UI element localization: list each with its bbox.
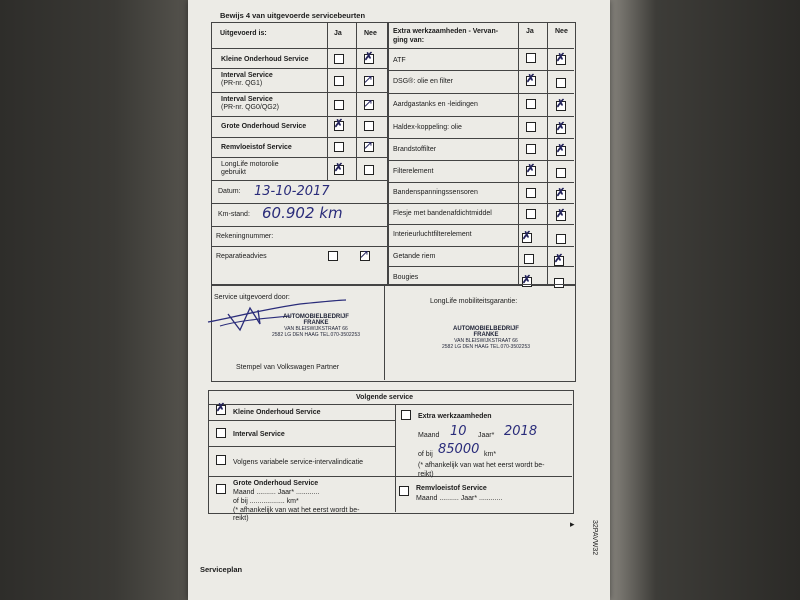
checkbox-yes[interactable] xyxy=(526,188,536,198)
background-left xyxy=(0,0,190,600)
stamp-city: 2582 LG DEN HAAG TEL.070-3502253 xyxy=(441,344,531,350)
left-row-line xyxy=(211,92,387,93)
check-mark: ✗ xyxy=(334,118,344,130)
left-row-line xyxy=(211,226,387,227)
performed-by-label: Service uitgevoerd door: xyxy=(214,294,290,301)
left-row-label: Interval Service xyxy=(221,96,273,103)
right-col-extra: Extra werkzaamheden - Vervan- xyxy=(393,28,499,35)
right-row-label: Bougies xyxy=(393,274,419,281)
check-mark: ↗ xyxy=(363,96,374,110)
right-row-line xyxy=(387,70,574,71)
check-mark: ✗ xyxy=(554,253,564,265)
checkbox-variable[interactable] xyxy=(216,455,226,465)
left-row-label: Kleine Onderhoud Service xyxy=(221,56,309,63)
check-mark: ✗ xyxy=(556,187,566,199)
extra-month-value: 10 xyxy=(450,424,467,439)
right-row-line xyxy=(387,246,574,247)
checkbox-interval[interactable] xyxy=(216,428,226,438)
right-row-label: Flesje met bandenafdichtmiddel xyxy=(393,210,492,217)
big-service-note2: reikt) xyxy=(233,515,249,522)
checkbox-yes[interactable] xyxy=(334,100,344,110)
left-col-no: Nee xyxy=(364,30,377,37)
brake-label: Remvloeistof Service xyxy=(416,485,487,492)
checkbox-no[interactable] xyxy=(556,78,566,88)
dealer-stamp-right xyxy=(432,326,540,350)
left-row-line xyxy=(211,137,387,138)
footer-label: Serviceplan xyxy=(200,565,243,574)
right-row-label: Filterelement xyxy=(393,168,434,175)
small-service-label: Kleine Onderhoud Service xyxy=(233,409,321,416)
big-service-label: Grote Onderhoud Service xyxy=(233,480,319,487)
right-row-label: DSG®: olie en filter xyxy=(393,78,454,85)
check-mark: ✗ xyxy=(364,51,374,63)
page-title: Bewijs 4 van uitgevoerde servicebeurten xyxy=(220,11,366,20)
right-row-label: Getande riem xyxy=(393,253,436,260)
checkbox-yes[interactable] xyxy=(334,142,344,152)
checkbox-big-service[interactable] xyxy=(216,484,226,494)
checkbox-yes[interactable] xyxy=(328,251,338,261)
km-label: Km-stand: xyxy=(218,211,250,218)
left-row-sub: (PR-nr. QG1) xyxy=(221,80,263,87)
check-mark: ↗ xyxy=(363,72,374,86)
check-mark: ✗ xyxy=(522,274,532,286)
checkbox-no[interactable] xyxy=(364,165,374,175)
checkbox-brake[interactable] xyxy=(399,486,409,496)
checkbox-yes[interactable] xyxy=(526,53,536,63)
left-row-label: LongLife motorolie xyxy=(221,161,279,168)
check-mark: ✗ xyxy=(556,143,566,155)
right-row-line xyxy=(387,48,574,49)
dealer-stamp-left xyxy=(266,314,366,338)
right-col-extra-2: ging van: xyxy=(393,37,425,44)
extra-note2: reikt) xyxy=(418,471,434,478)
checkbox-no[interactable] xyxy=(364,121,374,131)
stamp-divider xyxy=(384,284,385,380)
left-row-line xyxy=(211,68,387,69)
extra-year-label: Jaar* xyxy=(478,432,495,439)
right-row-label: Interieurluchtfilterelement xyxy=(393,231,472,238)
checkbox-yes[interactable] xyxy=(334,76,344,86)
extra-km-label: of bij xyxy=(418,451,433,458)
right-divider-2 xyxy=(547,22,548,284)
right-row-line xyxy=(387,266,574,267)
stamp-name2: FRANKE xyxy=(473,332,499,338)
background-right xyxy=(608,0,800,600)
checkbox-yes[interactable] xyxy=(526,122,536,132)
left-col-yes: Ja xyxy=(334,30,342,37)
checkbox-yes[interactable] xyxy=(526,209,536,219)
right-row-label: Brandstoffilter xyxy=(393,146,437,153)
left-row-label: Remvloeistof Service xyxy=(221,144,292,151)
right-row-line xyxy=(387,160,574,161)
right-col-no: Nee xyxy=(555,28,568,35)
extra-km-value: 85000 xyxy=(438,442,480,457)
right-row-line xyxy=(387,182,574,183)
right-row-line xyxy=(387,203,574,204)
interval-label: Interval Service xyxy=(233,431,285,438)
right-row-label: Haldex-koppeling: olie xyxy=(393,124,462,131)
variable-label: Volgens variabele service-intervalindicatie xyxy=(233,459,363,466)
next-row-line xyxy=(208,476,572,477)
check-mark: ✗ xyxy=(556,98,566,110)
checkbox-yes[interactable] xyxy=(524,254,534,264)
right-row-line xyxy=(387,138,574,139)
extra-label: Extra werkzaamheden xyxy=(418,413,492,420)
stamp-name: AUTOMOBIELBEDRIJF xyxy=(283,314,349,320)
stamp-name2: FRANKE xyxy=(303,320,329,326)
next-service-title: Volgende service xyxy=(356,394,414,401)
stamp-address: VAN BLEISWIJKSTRAAT 66 xyxy=(454,338,518,344)
check-mark: ↗ xyxy=(359,247,370,261)
page-next-arrow-icon: ▸ xyxy=(570,519,575,529)
left-row-sub: (PR-nr. QG0/QG2) xyxy=(221,104,279,111)
side-code: 32PAVW32 xyxy=(591,520,598,556)
extra-note1: (* afhankelijk van wat het eerst wordt be- xyxy=(418,462,545,469)
stamp-name: AUTOMOBIELBEDRIJF xyxy=(453,326,519,332)
check-mark: ✗ xyxy=(526,73,536,85)
next-row-line xyxy=(208,446,395,447)
next-divider xyxy=(395,404,396,512)
right-row-label: ATF xyxy=(393,57,406,64)
right-row-label: Aardgastanks en -leidingen xyxy=(393,101,478,108)
extra-month-label: Maand xyxy=(418,432,440,439)
right-row-line xyxy=(387,93,574,94)
right-row-line xyxy=(387,224,574,225)
left-row-line xyxy=(211,48,387,49)
check-mark: ↗ xyxy=(363,138,374,152)
check-mark: ✗ xyxy=(556,121,566,133)
longlife-guarantee-label: LongLife mobiliteitsgarantie: xyxy=(430,298,518,305)
check-mark: ✗ xyxy=(522,230,532,242)
stamp-address: VAN BLEISWIJKSTRAAT 66 xyxy=(284,326,348,332)
stamp-city: 2582 LG DEN HAAG TEL.070-3502253 xyxy=(271,332,361,338)
service-booklet-page xyxy=(188,0,610,600)
checkbox-yes[interactable] xyxy=(526,144,536,154)
checkbox-extra[interactable] xyxy=(401,410,411,420)
big-service-line2: of bij .................. km* xyxy=(233,498,299,505)
repair-label: Reparatieadvies xyxy=(216,253,267,260)
right-row-line xyxy=(387,116,574,117)
left-col-done: Uitgevoerd is: xyxy=(220,30,267,37)
left-row-line xyxy=(211,157,387,158)
check-mark: ✗ xyxy=(556,208,566,220)
check-mark: ✗ xyxy=(334,162,344,174)
check-mark: ✗ xyxy=(216,402,226,414)
brake-line: Maand .......... Jaar* ............ xyxy=(416,495,503,502)
next-row-line xyxy=(208,420,395,421)
extra-km-unit: km* xyxy=(484,451,497,458)
left-row-line xyxy=(211,116,387,117)
date-label: Datum: xyxy=(218,188,241,195)
checkbox-yes[interactable] xyxy=(526,99,536,109)
km-value: 60.902 km xyxy=(262,204,343,222)
checkbox-no[interactable] xyxy=(556,234,566,244)
left-row-label: Interval Service xyxy=(221,72,273,79)
check-mark: ✗ xyxy=(556,52,566,64)
partner-stamp-label: Stempel van Volkswagen Partner xyxy=(236,364,340,371)
date-value: 13-10-2017 xyxy=(254,184,330,199)
big-service-line1: Maand .......... Jaar* ............ xyxy=(233,489,320,496)
left-row-sub: gebruikt xyxy=(221,169,246,176)
checkbox-no[interactable] xyxy=(556,168,566,178)
right-row-label: Bandenspanningssensoren xyxy=(393,189,478,196)
left-row-label: Grote Onderhoud Service xyxy=(221,123,307,130)
right-col-yes: Ja xyxy=(526,28,534,35)
next-header-line xyxy=(208,404,572,405)
invoice-label: Rekeningnummer: xyxy=(216,233,274,240)
right-divider-1 xyxy=(518,22,519,284)
extra-year-value: 2018 xyxy=(504,424,538,439)
check-mark: ✗ xyxy=(526,163,536,175)
left-row-line xyxy=(211,180,387,181)
big-service-note1: (* afhankelijk van wat het eerst wordt be- xyxy=(233,507,360,514)
checkbox-yes[interactable] xyxy=(334,54,344,64)
